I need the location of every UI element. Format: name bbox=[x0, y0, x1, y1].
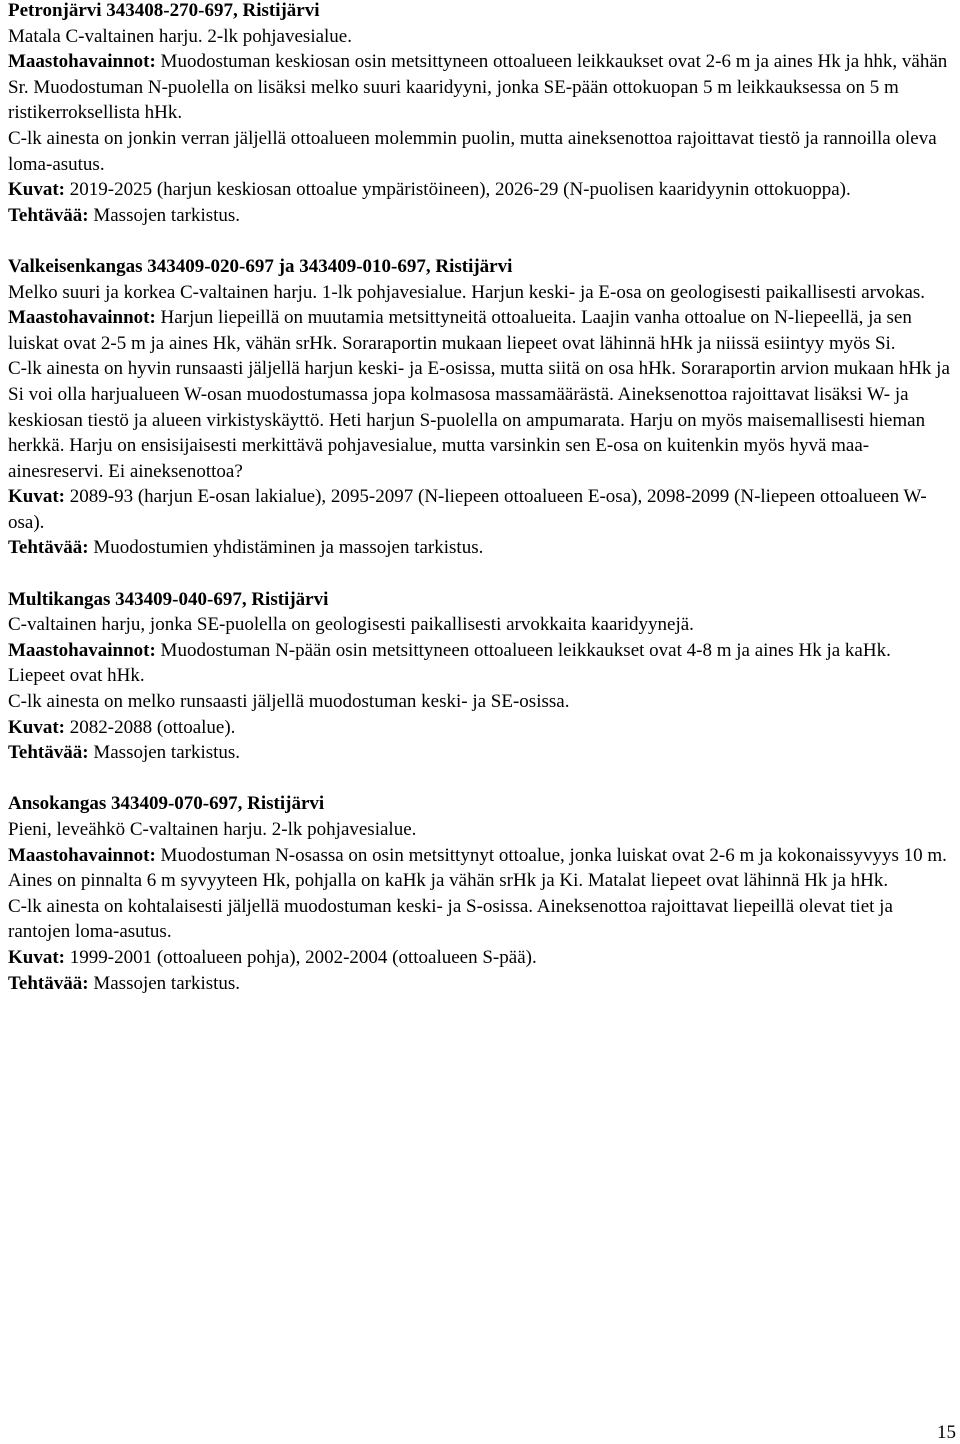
tasks-line bbox=[8, 740, 952, 766]
page-number: 15 bbox=[937, 1422, 956, 1443]
tasks-label: Tehtävää: bbox=[8, 972, 89, 994]
clk-paragraph: C-lk ainesta on jonkin verran jäljellä ottoalueen molemmin puolin, mutta aineksenottoa rajoittavat tiestö ja rannoilla oleva loma-asutus. bbox=[8, 127, 937, 175]
observations-label: Maastohavainnot: bbox=[8, 307, 156, 329]
section-intro: Pieni, leveähkö C-valtainen harju. 2-lk pohjavesialue. bbox=[8, 819, 417, 840]
photos-label: Kuvat: bbox=[8, 716, 65, 738]
field-observations bbox=[8, 49, 952, 126]
section-title: Multikangas 343409-040-697, Ristijärvi bbox=[8, 588, 329, 610]
photos-text: 2082-2088 (ottoalue). bbox=[65, 716, 236, 738]
tasks-line bbox=[8, 203, 952, 229]
clk-paragraph: C-lk ainesta on hyvin runsaasti jäljellä harjun keski- ja E-osissa, mutta siitä on osa hHk. Soraraportin arvion mukaan hHk ja Si voi olla harjualueen W-osan muodostumassa jopa kolmasosa massamäärästä. Aineksenottoa rajoittavat lisäksi W- ja keskiosan tiestö ja alueen virkistyskäyttö. Heti harjun S-puolella on ampumarata. Harju on myös maisemallisesti hieman herkkä. Harju on ensisijaisesti merkittävä pohjavesialue, mutta varsinkin sen E-osa on kuitenkin myös hyvä maa-ainesreservi. Ei aineksenottoa? bbox=[8, 358, 950, 482]
section-intro: Matala C-valtainen harju. 2-lk pohjavesialue. bbox=[8, 25, 352, 47]
photos-text: 2019-2025 (harjun keskiosan ottoalue ympäristöineen), 2026-29 (N-puolisen kaaridyynin ottokuoppa). bbox=[65, 179, 851, 201]
photos-text: 1999-2001 (ottoalueen pohja), 2002-2004 (ottoalueen S-pää). bbox=[65, 946, 537, 968]
tasks-label: Tehtävää: bbox=[8, 742, 89, 764]
photos-line bbox=[8, 484, 952, 535]
field-observations bbox=[8, 843, 952, 894]
observations-text: Muodostuman N-osassa on osin metsittynyt ottoalue, jonka luiskat ovat 2-6 m ja kokonaissyvyys 10 m. Aines on pinnalta 6 m syvyyteen Hk, pohjalla on kaHk ja vähän srHk ja Ki. Matalat liepeet ovat lähinnä Hk ja hHk. bbox=[8, 844, 947, 892]
observations-label: Maastohavainnot: bbox=[8, 51, 156, 73]
photos-label: Kuvat: bbox=[8, 486, 65, 508]
observations-text: Muodostuman N-pään osin metsittyneen ottoalueen leikkaukset ovat 4-8 m ja aines Hk ja kaHk. Liepeet ovat hHk. bbox=[8, 639, 891, 687]
observations-label: Maastohavainnot: bbox=[8, 639, 156, 661]
field-observations bbox=[8, 638, 952, 689]
photos-line bbox=[8, 715, 952, 741]
tasks-line bbox=[8, 971, 952, 997]
photos-label: Kuvat: bbox=[8, 179, 65, 201]
observations-text: Harjun liepeillä on muutamia metsittyneitä ottoalueita. Laajin vanha ottoalue on N-liepeellä, ja sen luiskat ovat 2-5 m ja aines Hk, vähän srHk. Soraraportin mukaan liepeet ovat lähinnä hHk ja niissä esiintyy myös Si. bbox=[8, 307, 912, 354]
section-intro: Melko suuri ja korkea C-valtainen harju. 1-lk pohjavesialue. Harjun keski- ja E-osa on geologisesti paikallisesti arvokas. bbox=[8, 281, 926, 303]
field-observations bbox=[8, 305, 952, 356]
observations-label: Maastohavainnot: bbox=[8, 844, 156, 866]
section-title: Petronjärvi 343408-270-697, Ristijärvi bbox=[8, 0, 320, 21]
section-multikangas bbox=[8, 587, 952, 766]
section-title: Ansokangas 343409-070-697, Ristijärvi bbox=[8, 793, 325, 815]
tasks-label: Tehtävää: bbox=[8, 204, 89, 226]
section-valkeisenkangas bbox=[8, 254, 952, 561]
tasks-line bbox=[8, 535, 952, 561]
photos-label: Kuvat: bbox=[8, 946, 65, 968]
section-ansokangas bbox=[8, 791, 952, 996]
tasks-text: Massojen tarkistus. bbox=[88, 972, 241, 994]
photos-text: 2089-93 (harjun E-osan lakialue), 2095-2097 (N-liepeen ottoalueen E-osa), 2098-2099 (N-liepeen ottoalueen W-osa). bbox=[8, 486, 927, 533]
photos-line bbox=[8, 945, 952, 971]
section-title: Valkeisenkangas 343409-020-697 ja 343409-010-697, Ristijärvi bbox=[8, 255, 513, 277]
tasks-text: Muodostumien yhdistäminen ja massojen tarkistus. bbox=[88, 537, 484, 559]
tasks-text: Massojen tarkistus. bbox=[88, 204, 241, 226]
observations-text: Muodostuman keskiosan osin metsittyneen ottoalueen leikkaukset ovat 2-6 m ja aines Hk ja hhk, vähän Sr. Muodostuman N-puolella on lisäksi melko suuri kaaridyyni, jonka SE-pään ottokuopan 5 m leikkauksessa on 5 m ristikerroksellista hHk. bbox=[8, 51, 948, 124]
section-petronjarvi bbox=[8, 0, 952, 228]
section-intro: C-valtainen harju, jonka SE-puolella on geologisesti paikallisesti arvokkaita kaaridyynejä. bbox=[8, 614, 694, 636]
clk-paragraph: C-lk ainesta on melko runsaasti jäljellä muodostuman keski- ja SE-osissa. bbox=[8, 691, 570, 713]
tasks-label: Tehtävää: bbox=[8, 537, 89, 559]
clk-paragraph: C-lk ainesta on kohtalaisesti jäljellä muodostuman keski- ja S-osissa. Aineksenottoa rajoittavat liepeillä olevat tiet ja rantojen loma-asutus. bbox=[8, 895, 893, 943]
tasks-text: Massojen tarkistus. bbox=[88, 742, 241, 764]
document-page bbox=[8, 0, 952, 996]
photos-line bbox=[8, 177, 952, 203]
